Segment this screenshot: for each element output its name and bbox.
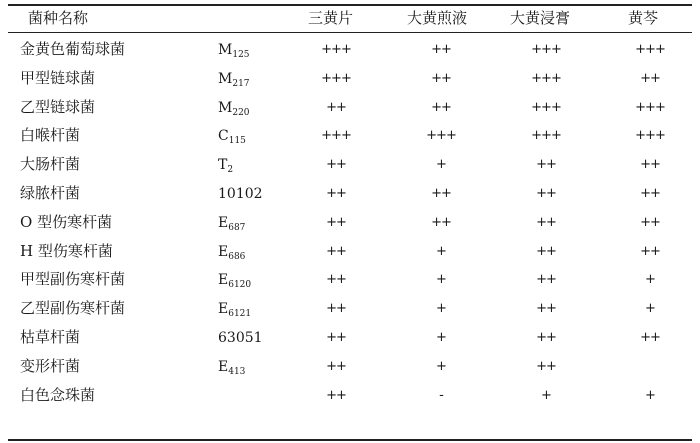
inhibition-result-c2: ++ — [431, 100, 451, 115]
strain-code-sub: 687 — [228, 223, 246, 233]
inhibition-result-c1: ++ — [326, 359, 346, 374]
inhibition-result-c4: ++ — [640, 215, 660, 230]
inhibition-result-c1: ++ — [326, 186, 346, 201]
strain-code-main: 10102 — [218, 186, 263, 202]
inhibition-result-c2: ++ — [431, 71, 451, 86]
inhibition-result-c3: ++ — [536, 157, 556, 172]
strain-code — [218, 101, 250, 118]
inhibition-result-c4: ++ — [640, 186, 660, 201]
strain-code-main: 63051 — [218, 330, 263, 346]
strain-code-sub: 686 — [228, 252, 246, 262]
header-strain-name: 菌种名称 — [28, 9, 89, 27]
inhibition-result-c2: ++ — [431, 42, 451, 57]
header-rule — [8, 32, 692, 33]
inhibition-result-c1: ++ — [326, 272, 346, 287]
strain-code — [218, 43, 250, 60]
strain-code-sub: 220 — [232, 108, 250, 118]
inhibition-result-c4: ++ — [640, 330, 660, 345]
inhibition-result-c3: ++ — [536, 215, 556, 230]
strain-code-main: E — [218, 301, 229, 317]
strain-code — [218, 187, 263, 201]
strain-name: 大肠杆菌 — [20, 155, 81, 173]
strain-name: 金黄色葡萄球菌 — [20, 40, 126, 58]
inhibition-result-c2: - — [439, 388, 443, 403]
inhibition-result-c3: ++ — [536, 330, 556, 345]
inhibition-result-c1: ++ — [326, 157, 346, 172]
inhibition-result-c2: ++ — [431, 215, 451, 230]
strain-name: H 型伤寒杆菌 — [20, 242, 113, 260]
strain-name: 绿脓杆菌 — [20, 184, 81, 202]
inhibition-result-c2: + — [436, 330, 446, 345]
inhibition-result-c3: ++ — [536, 359, 556, 374]
inhibition-result-c1: ++ — [326, 100, 346, 115]
inhibition-result-c1: +++ — [321, 42, 351, 57]
inhibition-result-c4: ++ — [640, 157, 660, 172]
strain-code-main: M — [218, 71, 233, 87]
inhibition-result-c4: +++ — [635, 42, 665, 57]
inhibition-result-c2: + — [436, 157, 446, 172]
strain-code — [218, 331, 263, 345]
strain-name: 甲型链球菌 — [20, 69, 96, 87]
inhibition-result-c3: ++ — [536, 186, 556, 201]
inhibition-result-c1: ++ — [326, 301, 346, 316]
inhibition-result-c3: ++ — [536, 244, 556, 259]
strain-code-sub: 217 — [232, 79, 250, 89]
top-rule — [8, 4, 692, 6]
inhibition-result-c3: +++ — [531, 42, 561, 57]
inhibition-result-c4: +++ — [635, 128, 665, 143]
inhibition-result-c4: + — [645, 301, 655, 316]
inhibition-result-c1: +++ — [321, 128, 351, 143]
inhibition-result-c2: + — [436, 359, 446, 374]
strain-code — [218, 129, 246, 146]
header-rhubarb-extract: 大黄浸膏 — [510, 9, 571, 27]
inhibition-result-c4: + — [645, 272, 655, 287]
strain-code-sub: 115 — [228, 136, 246, 146]
inhibition-result-c4: +++ — [635, 100, 665, 115]
inhibition-result-c1: ++ — [326, 244, 346, 259]
inhibition-result-c1: ++ — [326, 388, 346, 403]
strain-code-main: E — [218, 215, 229, 231]
strain-name: 枯草杆菌 — [20, 328, 81, 346]
strain-name: 白色念珠菌 — [20, 386, 96, 404]
strain-code-main: E — [218, 272, 229, 288]
inhibition-result-c1: ++ — [326, 215, 346, 230]
strain-code-main: E — [218, 244, 229, 260]
strain-name: 乙型副伤寒杆菌 — [20, 299, 126, 317]
header-rhubarb-decoction: 大黄煎液 — [407, 9, 468, 27]
inhibition-result-c1: +++ — [321, 71, 351, 86]
strain-code-sub: 6121 — [228, 309, 252, 319]
inhibition-result-c3: + — [541, 388, 551, 403]
inhibition-result-c4: ++ — [640, 244, 660, 259]
strain-code — [218, 273, 251, 290]
strain-code-main: C — [218, 128, 229, 144]
strain-code-sub: 2 — [227, 165, 234, 175]
inhibition-result-c2: + — [436, 244, 446, 259]
strain-code-sub: 413 — [228, 367, 246, 377]
bottom-rule — [8, 439, 692, 441]
inhibition-result-c3: +++ — [531, 71, 561, 86]
inhibition-result-c2: +++ — [426, 128, 456, 143]
strain-code-main: E — [218, 359, 229, 375]
strain-code-sub: 6120 — [228, 280, 252, 290]
inhibition-result-c3: ++ — [536, 272, 556, 287]
inhibition-result-c3: +++ — [531, 128, 561, 143]
strain-code — [218, 158, 233, 175]
strain-code — [218, 72, 250, 89]
strain-code — [218, 302, 251, 319]
strain-name: O 型伤寒杆菌 — [20, 213, 113, 231]
strain-code-main: M — [218, 100, 233, 116]
strain-name: 变形杆菌 — [20, 357, 81, 375]
inhibition-result-c4: + — [645, 388, 655, 403]
inhibition-result-c3: +++ — [531, 100, 561, 115]
strain-code-sub: 125 — [232, 50, 250, 60]
strain-code-main: M — [218, 42, 233, 58]
strain-name: 白喉杆菌 — [20, 126, 81, 144]
strain-code — [218, 360, 245, 377]
inhibition-result-c3: ++ — [536, 301, 556, 316]
header-scutellaria: 黄芩 — [628, 9, 659, 27]
inhibition-result-c2: + — [436, 272, 446, 287]
strain-name: 乙型链球菌 — [20, 98, 96, 116]
strain-name: 甲型副伤寒杆菌 — [20, 270, 126, 288]
inhibition-result-c2: ++ — [431, 186, 451, 201]
strain-code — [218, 216, 245, 233]
header-sanhuang-tablet: 三黄片 — [308, 9, 354, 27]
inhibition-result-c1: ++ — [326, 330, 346, 345]
strain-code-main: T — [218, 157, 228, 173]
strain-code — [218, 245, 245, 262]
inhibition-result-c2: + — [436, 301, 446, 316]
inhibition-result-c4: ++ — [640, 71, 660, 86]
